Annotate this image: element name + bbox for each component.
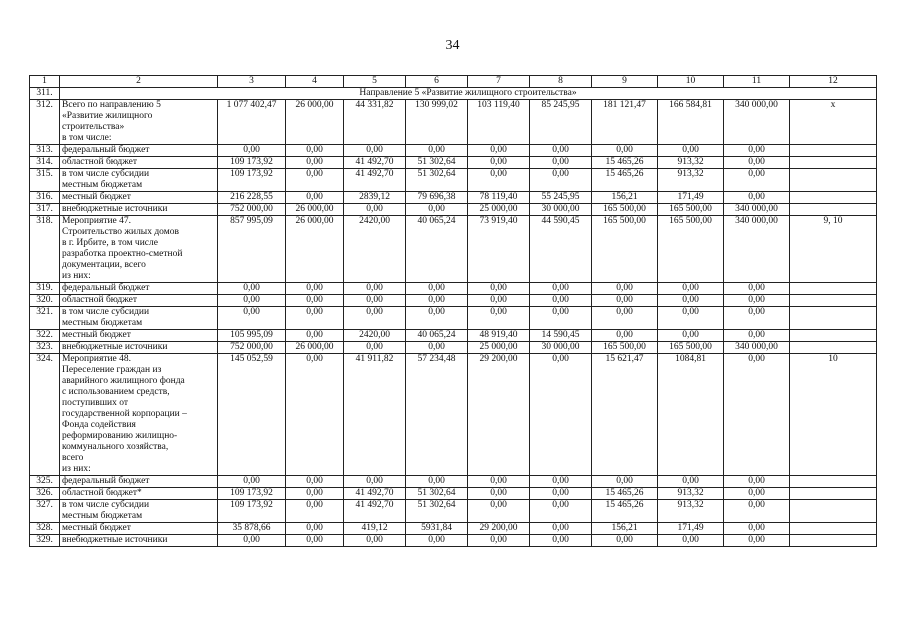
column-header: 8	[530, 76, 592, 88]
amount-cell: 752 000,00	[218, 204, 286, 216]
row-description: областной бюджет*	[60, 488, 218, 500]
amount-cell: 0,00	[530, 307, 592, 330]
table-row	[30, 216, 877, 283]
amount-cell: 0,00	[218, 145, 286, 157]
amount-cell: 0,00	[592, 307, 658, 330]
amount-cell: 30 000,00	[530, 342, 592, 354]
amount-cell: 51 302,64	[406, 157, 468, 169]
amount-cell: 109 173,92	[218, 157, 286, 169]
row-description: в том числе субсидии местным бюджетам	[60, 169, 218, 192]
amount-cell: 0,00	[658, 283, 724, 295]
amount-cell: 0,00	[592, 145, 658, 157]
row-number: 312.	[30, 100, 60, 145]
amount-cell: 15 465,26	[592, 157, 658, 169]
row-number: 311.	[30, 88, 60, 100]
amount-cell: 0,00	[406, 145, 468, 157]
amount-cell: 165 500,00	[658, 342, 724, 354]
amount-cell: 55 245,95	[530, 192, 592, 204]
amount-cell: 2839,12	[344, 192, 406, 204]
amount-cell: 419,12	[344, 523, 406, 535]
amount-cell: 109 173,92	[218, 169, 286, 192]
amount-cell: 41 492,70	[344, 488, 406, 500]
amount-cell: 26 000,00	[286, 100, 344, 145]
table-row	[30, 295, 877, 307]
amount-cell: 0,00	[724, 157, 790, 169]
row-description: местный бюджет	[60, 330, 218, 342]
amount-cell: 913,32	[658, 488, 724, 500]
amount-cell: 0,00	[344, 535, 406, 547]
amount-cell: 156,21	[592, 192, 658, 204]
row-number: 323.	[30, 342, 60, 354]
amount-cell: 44 590,45	[530, 216, 592, 283]
amount-cell: 0,00	[344, 204, 406, 216]
section-title: Направление 5 «Развитие жилищного строительства»	[60, 88, 877, 100]
amount-cell: 48 919,40	[468, 330, 530, 342]
amount-cell: 0,00	[724, 354, 790, 476]
amount-cell: 0,00	[468, 535, 530, 547]
amount-cell: 0,00	[286, 283, 344, 295]
amount-cell: 165 500,00	[592, 204, 658, 216]
amount-cell: 0,00	[286, 295, 344, 307]
row-number: 319.	[30, 283, 60, 295]
table-row	[30, 100, 877, 145]
amount-cell: 0,00	[724, 145, 790, 157]
target-indicator-cell	[790, 145, 877, 157]
amount-cell: 0,00	[406, 204, 468, 216]
amount-cell: 0,00	[530, 488, 592, 500]
amount-cell: 156,21	[592, 523, 658, 535]
amount-cell: 0,00	[344, 476, 406, 488]
amount-cell: 0,00	[658, 476, 724, 488]
amount-cell: 26 000,00	[286, 216, 344, 283]
target-indicator-cell	[790, 523, 877, 535]
amount-cell: 340 000,00	[724, 216, 790, 283]
amount-cell: 0,00	[344, 145, 406, 157]
row-description: местный бюджет	[60, 192, 218, 204]
amount-cell: 0,00	[530, 157, 592, 169]
column-header: 6	[406, 76, 468, 88]
amount-cell: 0,00	[724, 476, 790, 488]
amount-cell: 35 878,66	[218, 523, 286, 535]
row-description: в том числе субсидии местным бюджетам	[60, 307, 218, 330]
amount-cell: 171,49	[658, 192, 724, 204]
target-indicator-cell	[790, 157, 877, 169]
target-indicator-cell	[790, 283, 877, 295]
amount-cell: 0,00	[658, 307, 724, 330]
amount-cell: 0,00	[218, 476, 286, 488]
amount-cell: 165 500,00	[658, 216, 724, 283]
row-description: Всего по направлению 5 «Развитие жилищного строительства» в том числе:	[60, 100, 218, 145]
header-row	[30, 76, 877, 88]
amount-cell: 15 465,26	[592, 169, 658, 192]
amount-cell: 0,00	[286, 500, 344, 523]
amount-cell: 0,00	[406, 283, 468, 295]
amount-cell: 0,00	[286, 330, 344, 342]
amount-cell: 0,00	[406, 295, 468, 307]
table-row	[30, 342, 877, 354]
amount-cell: 0,00	[724, 535, 790, 547]
amount-cell: 165 500,00	[592, 216, 658, 283]
amount-cell: 0,00	[724, 523, 790, 535]
amount-cell: 913,32	[658, 157, 724, 169]
amount-cell: 0,00	[530, 145, 592, 157]
amount-cell: 26 000,00	[286, 342, 344, 354]
amount-cell: 25 000,00	[468, 342, 530, 354]
amount-cell: 0,00	[344, 283, 406, 295]
amount-cell: 0,00	[406, 535, 468, 547]
amount-cell: 2420,00	[344, 216, 406, 283]
table-row	[30, 145, 877, 157]
amount-cell: 105 995,09	[218, 330, 286, 342]
row-description: Мероприятие 47. Строительство жилых домов в г. Ирбите, в том числе разработка проектно-сметной документации, всего из них:	[60, 216, 218, 283]
amount-cell: 2420,00	[344, 330, 406, 342]
row-description: внебюджетные источники	[60, 204, 218, 216]
amount-cell: 0,00	[468, 488, 530, 500]
amount-cell: 0,00	[468, 307, 530, 330]
table-row	[30, 157, 877, 169]
amount-cell: 0,00	[286, 169, 344, 192]
amount-cell: 0,00	[218, 295, 286, 307]
row-description: внебюджетные источники	[60, 342, 218, 354]
row-number: 315.	[30, 169, 60, 192]
amount-cell: 41 492,70	[344, 157, 406, 169]
target-indicator-cell	[790, 169, 877, 192]
amount-cell: 0,00	[286, 354, 344, 476]
column-header: 11	[724, 76, 790, 88]
amount-cell: 0,00	[286, 192, 344, 204]
amount-cell: 15 465,26	[592, 500, 658, 523]
row-number: 321.	[30, 307, 60, 330]
amount-cell: 0,00	[406, 476, 468, 488]
amount-cell: 0,00	[468, 283, 530, 295]
table-row	[30, 283, 877, 295]
amount-cell: 0,00	[286, 145, 344, 157]
row-number: 325.	[30, 476, 60, 488]
amount-cell: 40 065,24	[406, 330, 468, 342]
amount-cell: 165 500,00	[658, 204, 724, 216]
row-number: 328.	[30, 523, 60, 535]
amount-cell: 0,00	[658, 330, 724, 342]
target-indicator-cell	[790, 295, 877, 307]
column-header: 7	[468, 76, 530, 88]
amount-cell: 0,00	[724, 283, 790, 295]
amount-cell: 913,32	[658, 169, 724, 192]
amount-cell: 0,00	[724, 307, 790, 330]
amount-cell: 44 331,82	[344, 100, 406, 145]
amount-cell: 0,00	[286, 476, 344, 488]
row-description: областной бюджет	[60, 295, 218, 307]
row-number: 320.	[30, 295, 60, 307]
column-header: 1	[30, 76, 60, 88]
row-number: 318.	[30, 216, 60, 283]
column-header: 2	[60, 76, 218, 88]
amount-cell: 85 245,95	[530, 100, 592, 145]
target-indicator-cell	[790, 192, 877, 204]
amount-cell: 0,00	[724, 192, 790, 204]
amount-cell: 0,00	[530, 169, 592, 192]
amount-cell: 0,00	[724, 488, 790, 500]
amount-cell: 41 492,70	[344, 500, 406, 523]
row-description: федеральный бюджет	[60, 145, 218, 157]
row-number: 313.	[30, 145, 60, 157]
amount-cell: 25 000,00	[468, 204, 530, 216]
row-description: местный бюджет	[60, 523, 218, 535]
amount-cell: 0,00	[344, 295, 406, 307]
amount-cell: 0,00	[218, 283, 286, 295]
amount-cell: 0,00	[658, 295, 724, 307]
amount-cell: 30 000,00	[530, 204, 592, 216]
row-description: федеральный бюджет	[60, 283, 218, 295]
row-number: 329.	[30, 535, 60, 547]
column-header: 4	[286, 76, 344, 88]
target-indicator-cell	[790, 476, 877, 488]
amount-cell: 26 000,00	[286, 204, 344, 216]
amount-cell: 40 065,24	[406, 216, 468, 283]
amount-cell: 0,00	[468, 169, 530, 192]
amount-cell: 171,49	[658, 523, 724, 535]
amount-cell: 913,32	[658, 500, 724, 523]
amount-cell: 0,00	[658, 535, 724, 547]
amount-cell: 340 000,00	[724, 100, 790, 145]
amount-cell: 103 119,40	[468, 100, 530, 145]
section-row	[30, 88, 877, 100]
table-row	[30, 192, 877, 204]
amount-cell: 79 696,38	[406, 192, 468, 204]
column-header: 3	[218, 76, 286, 88]
amount-cell: 41 911,82	[344, 354, 406, 476]
target-indicator-cell	[790, 342, 877, 354]
amount-cell: 165 500,00	[592, 342, 658, 354]
amount-cell: 0,00	[468, 500, 530, 523]
table-row	[30, 488, 877, 500]
table-row	[30, 500, 877, 523]
row-number: 327.	[30, 500, 60, 523]
amount-cell: 0,00	[592, 283, 658, 295]
target-indicator-cell: x	[790, 100, 877, 145]
amount-cell: 166 584,81	[658, 100, 724, 145]
table-row	[30, 523, 877, 535]
row-description: внебюджетные источники	[60, 535, 218, 547]
amount-cell: 0,00	[724, 330, 790, 342]
amount-cell: 0,00	[592, 295, 658, 307]
amount-cell: 0,00	[468, 295, 530, 307]
amount-cell: 857 995,09	[218, 216, 286, 283]
row-number: 314.	[30, 157, 60, 169]
amount-cell: 0,00	[530, 500, 592, 523]
amount-cell: 0,00	[592, 535, 658, 547]
table-row	[30, 535, 877, 547]
target-indicator-cell	[790, 488, 877, 500]
amount-cell: 109 173,92	[218, 488, 286, 500]
column-header: 12	[790, 76, 877, 88]
amount-cell: 752 000,00	[218, 342, 286, 354]
amount-cell: 0,00	[468, 145, 530, 157]
column-header: 10	[658, 76, 724, 88]
row-description: Мероприятие 48. Переселение граждан из аварийного жилищного фонда с использованием средств, поступивших от государственной корпорации – Фонда содействия реформированию жилищно- коммунального хозяйства, всего из них:	[60, 354, 218, 476]
amount-cell: 0,00	[286, 523, 344, 535]
amount-cell: 340 000,00	[724, 342, 790, 354]
row-number: 324.	[30, 354, 60, 476]
amount-cell: 41 492,70	[344, 169, 406, 192]
amount-cell: 0,00	[468, 157, 530, 169]
amount-cell: 340 000,00	[724, 204, 790, 216]
target-indicator-cell	[790, 500, 877, 523]
target-indicator-cell: 10	[790, 354, 877, 476]
target-indicator-cell	[790, 204, 877, 216]
amount-cell: 51 302,64	[406, 488, 468, 500]
amount-cell: 0,00	[218, 307, 286, 330]
page-number: 34	[445, 38, 460, 53]
amount-cell: 0,00	[724, 295, 790, 307]
row-number: 317.	[30, 204, 60, 216]
row-description: областной бюджет	[60, 157, 218, 169]
row-number: 316.	[30, 192, 60, 204]
amount-cell: 0,00	[530, 354, 592, 476]
amount-cell: 1084,81	[658, 354, 724, 476]
table-row	[30, 204, 877, 216]
amount-cell: 0,00	[530, 295, 592, 307]
amount-cell: 0,00	[406, 342, 468, 354]
amount-cell: 5931,84	[406, 523, 468, 535]
amount-cell: 181 121,47	[592, 100, 658, 145]
row-description: в том числе субсидии местным бюджетам	[60, 500, 218, 523]
amount-cell: 0,00	[530, 523, 592, 535]
amount-cell: 0,00	[724, 500, 790, 523]
amount-cell: 145 052,59	[218, 354, 286, 476]
amount-cell: 29 200,00	[468, 354, 530, 476]
amount-cell: 14 590,45	[530, 330, 592, 342]
row-description: федеральный бюджет	[60, 476, 218, 488]
amount-cell: 0,00	[344, 307, 406, 330]
amount-cell: 0,00	[530, 476, 592, 488]
amount-cell: 0,00	[218, 535, 286, 547]
amount-cell: 51 302,64	[406, 500, 468, 523]
amount-cell: 0,00	[530, 535, 592, 547]
amount-cell: 15 465,26	[592, 488, 658, 500]
amount-cell: 57 234,48	[406, 354, 468, 476]
target-indicator-cell	[790, 535, 877, 547]
amount-cell: 1 077 402,47	[218, 100, 286, 145]
amount-cell: 0,00	[344, 342, 406, 354]
column-header: 9	[592, 76, 658, 88]
table-row	[30, 476, 877, 488]
amount-cell: 51 302,64	[406, 169, 468, 192]
amount-cell: 0,00	[724, 169, 790, 192]
target-indicator-cell: 9, 10	[790, 216, 877, 283]
target-indicator-cell	[790, 330, 877, 342]
target-indicator-cell	[790, 307, 877, 330]
amount-cell: 0,00	[286, 535, 344, 547]
amount-cell: 0,00	[658, 145, 724, 157]
amount-cell: 109 173,92	[218, 500, 286, 523]
amount-cell: 216 228,55	[218, 192, 286, 204]
amount-cell: 0,00	[286, 157, 344, 169]
row-number: 322.	[30, 330, 60, 342]
table-row	[30, 169, 877, 192]
amount-cell: 0,00	[592, 476, 658, 488]
table-row	[30, 354, 877, 476]
amount-cell: 0,00	[286, 488, 344, 500]
amount-cell: 130 999,02	[406, 100, 468, 145]
amount-cell: 29 200,00	[468, 523, 530, 535]
amount-cell: 0,00	[468, 476, 530, 488]
budget-table	[29, 75, 877, 547]
row-number: 326.	[30, 488, 60, 500]
table-row	[30, 330, 877, 342]
amount-cell: 78 119,40	[468, 192, 530, 204]
column-header: 5	[344, 76, 406, 88]
amount-cell: 73 919,40	[468, 216, 530, 283]
amount-cell: 0,00	[286, 307, 344, 330]
amount-cell: 0,00	[406, 307, 468, 330]
amount-cell: 15 621,47	[592, 354, 658, 476]
table-row	[30, 307, 877, 330]
amount-cell: 0,00	[530, 283, 592, 295]
amount-cell: 0,00	[592, 330, 658, 342]
